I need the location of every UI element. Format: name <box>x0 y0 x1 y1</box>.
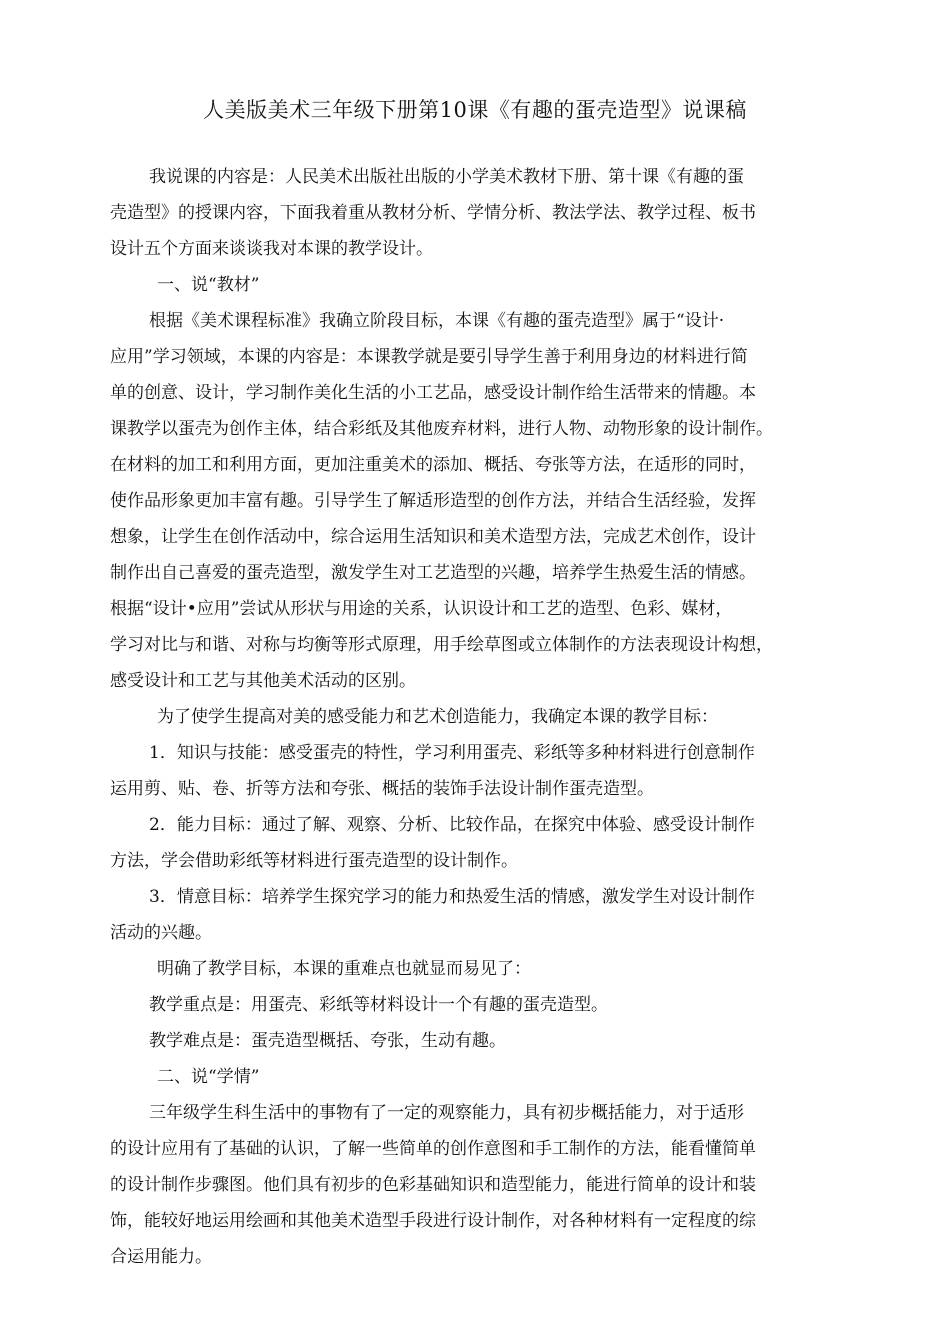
text-line: 1．知识与技能：感受蛋壳的特性，学习利用蛋壳、彩纸等多种材料进行创意制作 <box>149 743 755 763</box>
text-line: 在材料的加工和利用方面，更加注重美术的添加、概括、夸张等方法，在适形的同时， <box>110 455 756 475</box>
text-line: 根据“设计•应用”尝试从形状与用途的关系，认识设计和工艺的造型、色彩、媒材， <box>110 599 733 619</box>
document-title: 人美版美术三年级下册第10课《有趣的蛋壳造型》说课稿 <box>203 98 747 122</box>
document-body <box>110 159 840 1275</box>
text-line: 活动的兴趣。 <box>110 923 212 943</box>
text-line: 合运用能力。 <box>110 1247 212 1267</box>
text-line: 根据《美术课程标准》我确立阶段目标，本课《有趣的蛋壳造型》属于“设计· <box>149 311 725 331</box>
text-line: 的设计制作步骤图。他们具有初步的色彩基础知识和造型能力，能进行简单的设计和装 <box>110 1175 756 1195</box>
text-line: 运用剪、贴、卷、折等方法和夸张、概括的装饰手法设计制作蛋壳造型。 <box>110 779 654 799</box>
text-line: 教学难点是：蛋壳造型概括、夸张，生动有趣。 <box>149 1031 506 1051</box>
text-line: 课教学以蛋壳为创作主体，结合彩纸及其他废弃材料，进行人物、动物形象的设计制作。 <box>110 419 773 439</box>
text-line: 使作品形象更加丰富有趣。引导学生了解适形造型的创作方法，并结合生活经验，发挥 <box>110 491 756 511</box>
text-line: 感受设计和工艺与其他美术活动的区别。 <box>110 671 416 691</box>
text-line: 方法，学会借助彩纸等材料进行蛋壳造型的设计制作。 <box>110 851 518 871</box>
text-line: 设计五个方面来谈谈我对本课的教学设计。 <box>110 239 433 259</box>
text-line: 为了使学生提高对美的感受能力和艺术创造能力，我确定本课的教学目标： <box>157 707 718 727</box>
text-line: 制作出自己喜爱的蛋壳造型，激发学生对工艺造型的兴趣，培养学生热爱生活的情感。 <box>110 563 756 583</box>
text-line: 想象，让学生在创作活动中，综合运用生活知识和美术造型方法，完成艺术创作，设计 <box>110 527 756 547</box>
text-line: 学习对比与和谐、对称与均衡等形式原理，用手绘草图或立体制作的方法表现设计构想， <box>110 635 773 655</box>
text-line: 3．情意目标：培养学生探究学习的能力和热爱生活的情感，激发学生对设计制作 <box>149 887 755 907</box>
text-line: 三年级学生科生活中的事物有了一定的观察能力，具有初步概括能力，对于适形 <box>149 1103 744 1123</box>
text-line: 我说课的内容是：人民美术出版社出版的小学美术教材下册、第十课《有趣的蛋 <box>149 167 744 187</box>
text-line: 单的创意、设计，学习制作美化生活的小工艺品，感受设计制作给生活带来的情趣。本 <box>110 383 756 403</box>
text-line: 饰，能较好地运用绘画和其他美术造型手段进行设计制作，对各种材料有一定程度的综 <box>110 1211 756 1231</box>
text-line: 2．能力目标：通过了解、观察、分析、比较作品，在探究中体验、感受设计制作 <box>149 815 755 835</box>
text-line: 应用”学习领域，本课的内容是：本课教学就是要引导学生善于利用身边的材料进行简 <box>110 347 748 367</box>
text-line: 一、说“教材” <box>157 275 260 295</box>
text-line: 壳造型》的授课内容，下面我着重从教材分析、学情分析、教法学法、教学过程、板书 <box>110 203 756 223</box>
text-line: 的设计应用有了基础的认识，了解一些简单的创作意图和手工制作的方法，能看懂简单 <box>110 1139 756 1159</box>
text-line: 教学重点是：用蛋壳、彩纸等材料设计一个有趣的蛋壳造型。 <box>149 995 608 1015</box>
text-line: 二、说“学情” <box>157 1067 260 1087</box>
text-line: 明确了教学目标，本课的重难点也就显而易见了： <box>157 959 531 979</box>
